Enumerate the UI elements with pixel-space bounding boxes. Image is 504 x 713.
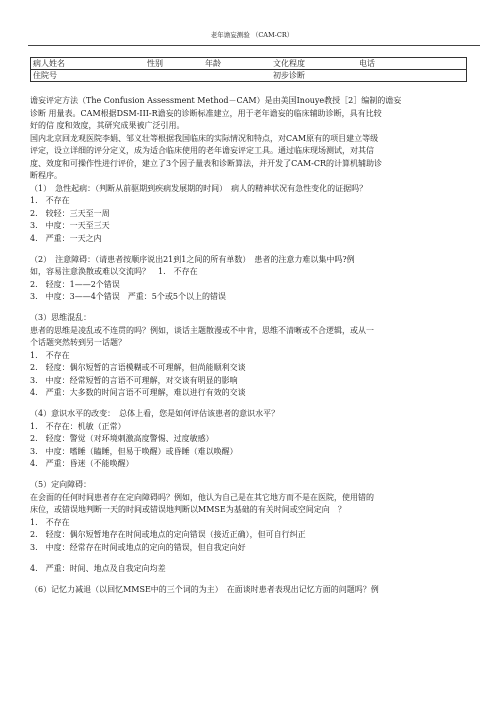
body-line: 患者的思维是凌乱或不连贯的吗？例如，谈话主题散漫或不中肯，思维不清晰或不合逻辑，或从一 (30, 325, 374, 335)
education-label: 文化程度 (273, 59, 305, 68)
body-line: 4. 严重：昏迷（不能唤醒） (30, 459, 134, 468)
info-cell (31, 58, 467, 70)
body-line: （2） 注意障碍：（请患者按顺序说出21到1之间的所有单数） 患者的注意力难以集中吗?例 (30, 254, 355, 264)
body-line: 好的信 度和效度，其研究成果被广泛引用。 (30, 121, 185, 130)
body-line: 3. 中度：经常短暂的言语不可理解，对交谈有明显的影响 (30, 375, 238, 385)
body-line: 4. 严重：一天之内 (30, 233, 102, 243)
body-line: （4）意识水平的改变： 总体上看，您是如何评估该患者的意识水平？ (30, 409, 280, 418)
body-line: 床位，或错误地判断一天的时间或错误地判断以MMSE为基础的有关时间或空间定向 ？ (30, 505, 346, 514)
body-line: 4. 严重：时间、地点及自我定向均差 (30, 563, 166, 573)
body-line: 评定，设立详细的评分定义，成为适合临床使用的老年谵妄评定工具。通过临床现场测试，对其信 (30, 146, 374, 155)
body-line: 3. 中度：经常存在时间或地点的定向的错误，但自我定向好 (30, 542, 246, 552)
phone-label: 电话 (359, 59, 375, 68)
body-line: 2. 轻度：偶尔短暂地存在时间或地点的定向错误（接近正确），但可自行纠正 (30, 530, 306, 539)
body-line: （5）定向障碍： (30, 480, 92, 489)
sex-label: 性别 (147, 59, 163, 68)
diagnosis-label: 初步诊断 (273, 71, 305, 80)
body-line: 1. 不存在 (30, 517, 70, 527)
body-line: 度、效度和可操作性进行评价，建立了3个因子量表和诊断算法，并开发了CAM-CR的计算机辅助诊 (30, 158, 383, 168)
body-line: 2. 轻度：警觉（对环境刺激高度警惕、过度敏感） (30, 434, 214, 443)
paragraph-gap (30, 554, 472, 563)
paragraph-gap (30, 245, 472, 254)
patient-info-table (30, 57, 467, 82)
body-line: 3. 中度：嗜睡（瞌睡，但易于唤醒）或昏睡（难以唤醒） (30, 446, 238, 456)
info-row-1 (31, 58, 467, 70)
body-line: 个话题突然转到另一话题？ (30, 338, 126, 347)
document-body (30, 95, 472, 596)
body-line: 断程序。 (30, 171, 62, 180)
age-label: 年龄 (205, 59, 221, 68)
body-line: 3. 中度：一天至三天 (30, 221, 110, 230)
body-line: 诊断 用量表。CAM根据DSM-III-R谵妄的诊断标准建立，用于老年谵妄的临床辅助诊断，具有比较 (30, 108, 382, 118)
page-header: 老年谵妄测验 （CAM-CR） (210, 31, 294, 39)
body-line: （6）记忆力减退（以回忆MMSE中的三个词的为主） 在面谈时患者表现出记忆方面的问题吗？例 (30, 584, 379, 594)
body-line: 在会面的任何时间患者存在定向障碍吗？例如，他认为自己是在其它地方而不是在医院，使用错的 (30, 492, 374, 502)
body-line: 2. 轻度：1——2个错误 (30, 279, 120, 289)
body-line: 1. 不存在：机敏（正常） (30, 421, 126, 431)
header-divider (28, 45, 480, 46)
body-line: 1. 不存在 (30, 196, 70, 205)
body-line: 国内北京回龙观医院李娟、邹义壮等根据我国临床的实际情况和特点，对CAM原有的项目建立等级 (30, 133, 379, 143)
body-line: 2. 轻度：偶尔短暂的言语模糊或不可理解，但尚能顺利交谈 (30, 363, 246, 372)
info-cell (31, 70, 467, 82)
body-line: 谵妄评定方法（The Confusion Assessment Method－CAM）是由美国Inouye教授［2］编制的谵妄 (30, 96, 402, 105)
body-line: 4. 严重：大多数的时间言语不可理解，难以进行有效的交谈 (30, 388, 246, 397)
paragraph-gap (30, 400, 472, 409)
body-line: 如，容易注意涣散或难以交流吗？ 1. 不存在 (30, 267, 198, 276)
info-row-2 (31, 70, 467, 82)
body-line: 2. 较轻：三天至一周 (30, 208, 110, 218)
body-line: 1. 不存在 (30, 350, 70, 360)
inpatient-number-label: 住院号 (33, 71, 57, 80)
name-label: 病人姓名 (33, 59, 65, 68)
paragraph-gap (30, 575, 472, 584)
body-line: （3）思维混乱： (30, 313, 92, 322)
paragraph-gap (30, 304, 472, 313)
paragraph-gap (30, 471, 472, 480)
body-line: 3. 中度：3——4个错误 严重：5个或5个以上的错误 (30, 292, 226, 301)
body-line: （1） 急性起病：（判断从前驱期到疾病发展期的时间） 病人的精神状况有急性变化的证据吗？ (30, 183, 368, 193)
